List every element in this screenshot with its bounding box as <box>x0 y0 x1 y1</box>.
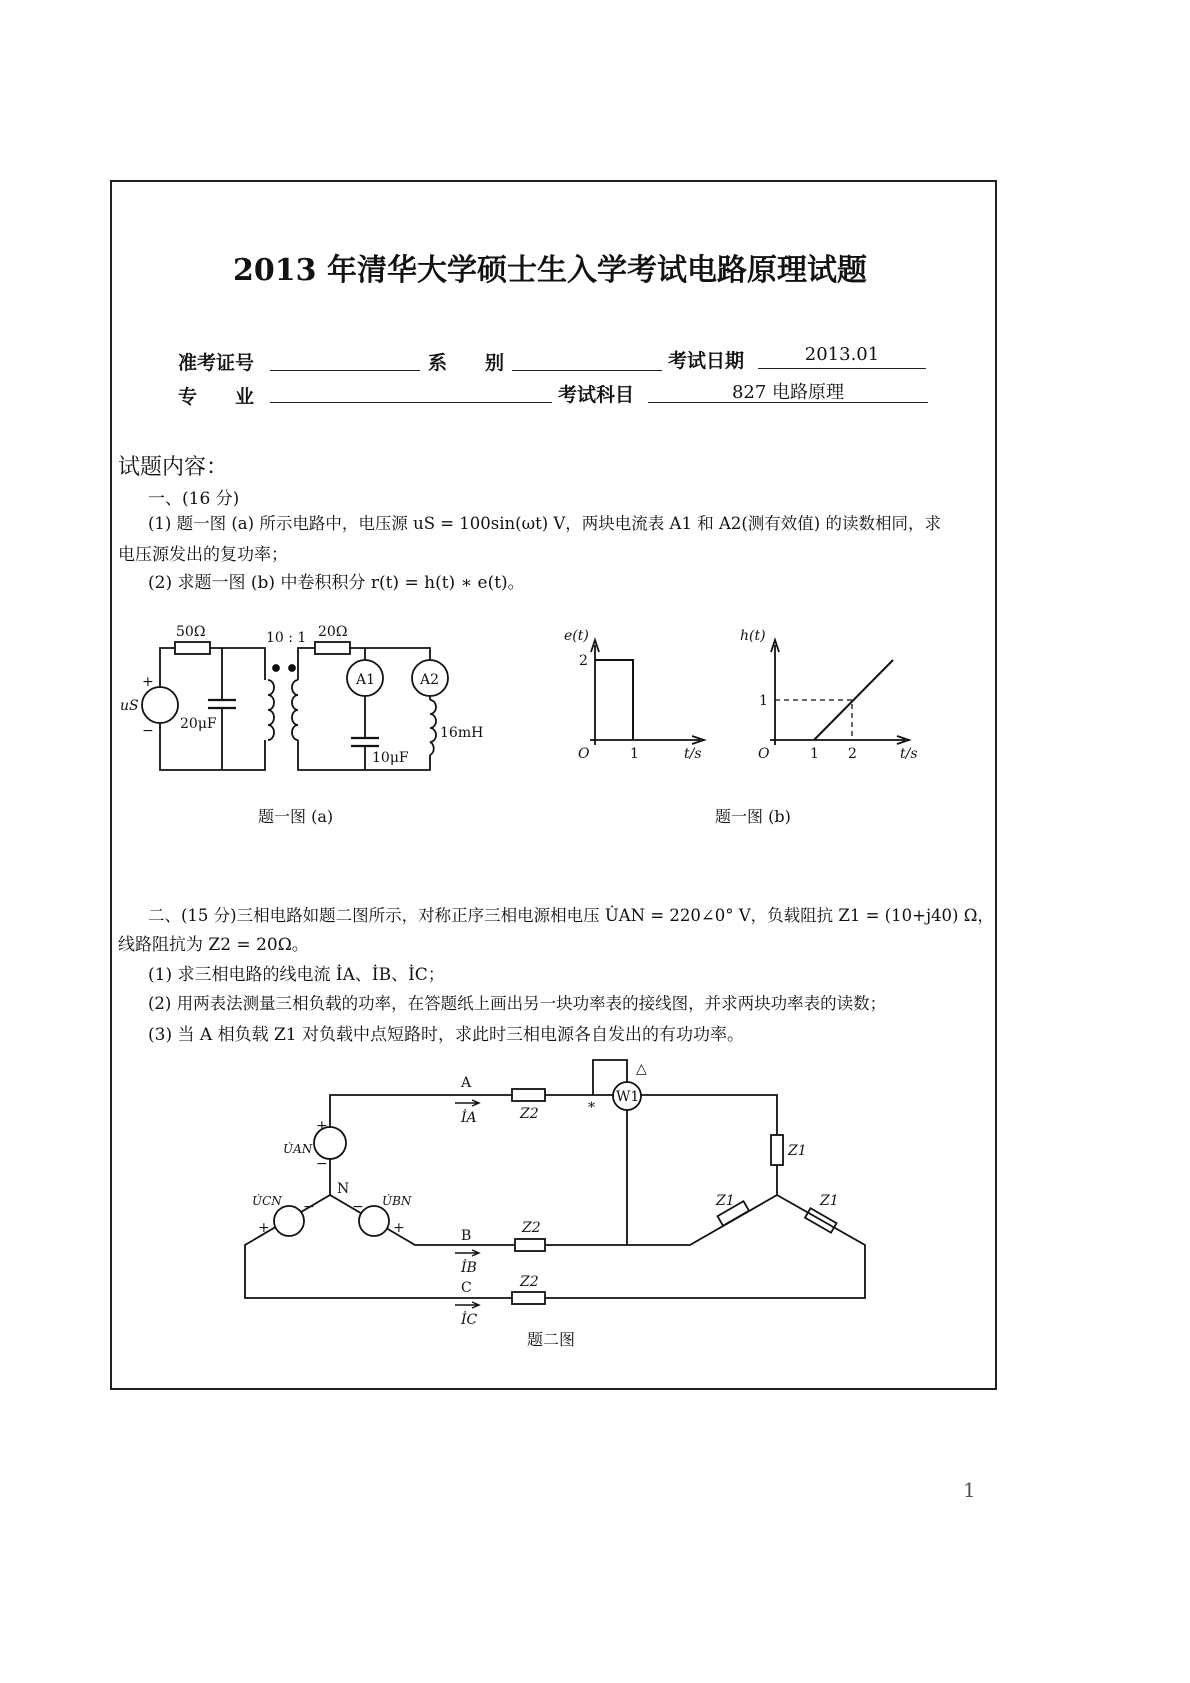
circuit-fig-1a <box>120 624 483 770</box>
label-UCN-minus: − <box>303 1199 315 1215</box>
label-et: e(t) <box>564 628 589 644</box>
label-UAN: U̇AN <box>283 1142 313 1156</box>
dept-label: 系 别 <box>428 352 505 374</box>
label-B: B <box>461 1228 472 1244</box>
id-label: 准考证号 <box>178 352 255 374</box>
label-Z2-a: Z2 <box>520 1106 539 1122</box>
transformer-secondary <box>292 680 298 740</box>
transformer-primary <box>268 680 274 740</box>
label-h-t-axis: t/s <box>900 746 918 762</box>
label-50ohm: 50Ω <box>176 624 206 640</box>
label-minus: − <box>142 723 154 739</box>
q1-part2: (2) 求题一图 (b) 中卷积积分 r(t) = h(t) ∗ e(t)。 <box>148 573 525 593</box>
label-20uf: 20μF <box>180 716 217 732</box>
label-h-t1: 1 <box>810 746 819 762</box>
label-10uf: 10μF <box>372 750 409 766</box>
subject-label: 考试科目 <box>558 384 635 406</box>
caption-fig-2: 题二图 <box>527 1330 576 1349</box>
label-t1: 1 <box>630 746 639 762</box>
label-star: * <box>588 1100 595 1116</box>
caption-fig-1a: 题一图 (a) <box>258 807 334 826</box>
q2-part3: (3) 当 A 相负载 Z1 对负载中点短路时，求此时三相电源各自发出的有功功率。 <box>148 1025 745 1045</box>
label-C: C <box>461 1280 472 1296</box>
q2-part1: (1) 求三相电路的线电流 İA、İB、İC； <box>148 965 445 985</box>
label-A: A <box>461 1075 472 1091</box>
inductor-16mh <box>430 700 436 755</box>
label-Z2-c: Z2 <box>520 1274 539 1290</box>
label-delta: △ <box>636 1061 647 1077</box>
label-origin-h: O <box>758 746 770 762</box>
caption-fig-1b: 题一图 (b) <box>715 807 791 826</box>
label-a2: A2 <box>420 672 440 688</box>
label-a1: A1 <box>356 672 376 688</box>
label-W1: W1 <box>616 1089 640 1105</box>
label-Z1-a: Z1 <box>788 1143 807 1159</box>
label-e-2: 2 <box>579 653 588 669</box>
date-field: 2013.01 <box>758 344 926 369</box>
q1-part1: (1) 题一图 (a) 所示电路中，电压源 uS = 100sin(ωt) V，两块电流表 A1 和 A2(测有效值) 的读数相同，求 <box>148 514 941 533</box>
resistor-20 <box>315 642 350 654</box>
label-UAN-plus: + <box>316 1118 328 1134</box>
label-UCN-plus: + <box>258 1220 270 1236</box>
graph-h-t <box>740 628 918 762</box>
section-heading: 试题内容： <box>118 455 229 480</box>
subject-field: 827 电路原理 <box>648 378 928 403</box>
major-label: 专 业 <box>178 386 255 408</box>
page-title: 2013 年清华大学硕士生入学考试电路原理试题 <box>233 253 867 288</box>
label-IB: İB <box>461 1260 477 1276</box>
q2-intro: 二、(15 分)三相电路如题二图所示，对称正序三相电源相电压 U̇AN = 220∠0° V，负载阻抗 Z1 = (10+j40) Ω， <box>148 906 994 925</box>
label-16mh: 16mH <box>440 725 484 741</box>
voltage-source-us <box>142 687 178 723</box>
date-label: 考试日期 <box>668 350 745 372</box>
label-plus: + <box>142 674 154 690</box>
q2-part2: (2) 用两表法测量三相负载的功率，在答题纸上画出另一块功率表的接线图，并求两块功率表的读数； <box>148 994 887 1013</box>
label-Z1-c: Z1 <box>820 1193 839 1209</box>
resistor-50 <box>175 642 210 654</box>
q2-intro-cont: 线路阻抗为 Z2 = 20Ω。 <box>118 935 309 955</box>
label-ht: h(t) <box>740 628 766 644</box>
label-Z1-b: Z1 <box>716 1193 735 1209</box>
label-UBN-minus: − <box>352 1199 364 1215</box>
label-h-t2: 2 <box>848 746 857 762</box>
label-ratio: 10 : 1 <box>266 630 307 646</box>
label-IC: İC <box>461 1312 478 1328</box>
label-us: uS <box>120 698 139 714</box>
label-t-axis: t/s <box>684 746 702 762</box>
q1-header: 一、(16 分) <box>148 489 240 509</box>
label-UAN-minus: − <box>316 1156 328 1172</box>
label-20ohm: 20Ω <box>318 624 348 640</box>
label-UCN: U̇CN <box>252 1194 282 1208</box>
graph-e-t <box>564 628 704 762</box>
label-UBN: U̇BN <box>382 1194 412 1208</box>
label-h-1: 1 <box>759 693 768 709</box>
label-IA: İA <box>461 1110 477 1126</box>
page-number: 1 <box>963 1478 976 1502</box>
label-origin: O <box>578 746 590 762</box>
label-N: N <box>337 1181 350 1197</box>
label-UBN-plus: + <box>393 1220 405 1236</box>
q1-part1-cont: 电压源发出的复功率； <box>118 545 288 565</box>
circuit-fig-2 <box>245 1060 865 1349</box>
label-Z2-b: Z2 <box>522 1220 541 1236</box>
